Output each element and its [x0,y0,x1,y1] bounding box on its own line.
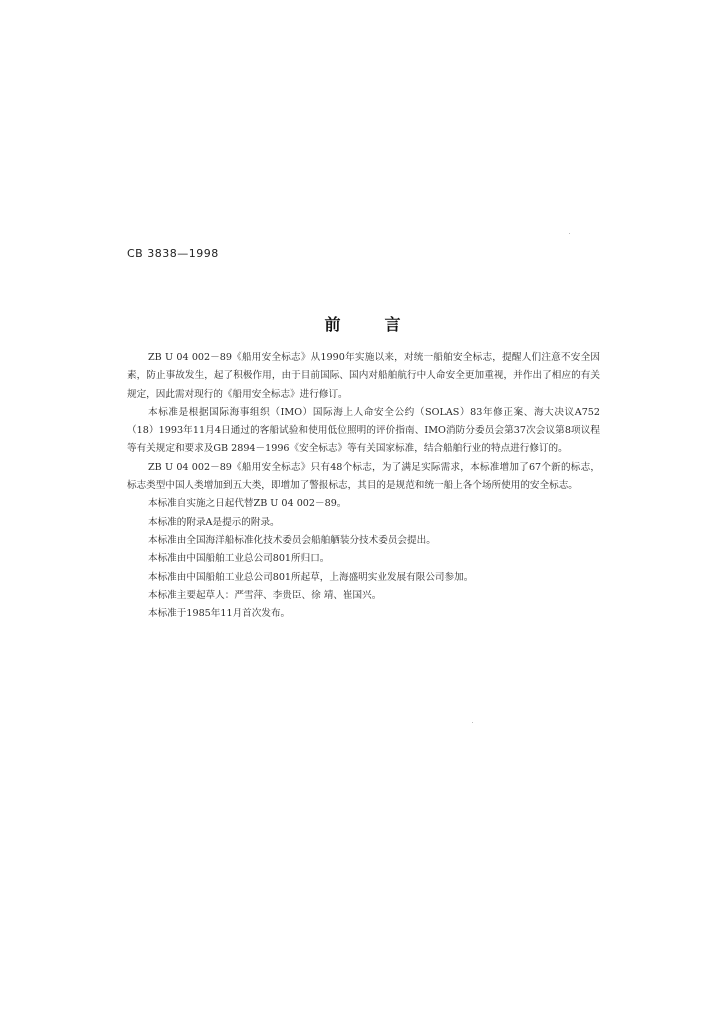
paragraph-first-issued: 本标准于1985年11月首次发布。 [148,608,291,620]
foreword-body [127,349,600,623]
paragraph-new-signs: ZB U 04 002－89《船用安全标志》只有48个标志，为了满足实际需求，本标准增加了67个新的标志，标志类型中国人类增加到五大类，即增加了警报标志，其目的是规范和统一船上各个场所使用的安全标志。 [127,461,600,492]
paragraph-drafted-by: 本标准由中国船舶工业总公司801所起草，上海盛明实业发展有限公司参加。 [148,571,474,583]
standard-code: CB 3838—1998 [127,247,219,260]
page-title: 前言 [324,315,445,334]
paragraph-basis: 本标准是根据国际海事组织（IMO）国际海上人命安全公约（SOLAS）83年修正案、海大决议A752（18）1993年11月4日通过的客船试验和使用低位照明的评价指南、IMO消防分委员会第37次会议第8项议程等有关规定和要求及GB 2894－1996《安全标志》等有关国家标准，结合船舶行业的特点进行修订的。 [127,406,600,455]
paragraph-centralized: 本标准由中国船舶工业总公司801所归口。 [148,553,330,565]
paragraph-proposed-by: 本标准由全国海洋船标准化技术委员会船舶舾装分技术委员会提出。 [148,534,436,546]
paragraph-revision-reason: ZB U 04 002－89《船用安全标志》从1990年实施以来，对统一船舶安全标志，提醒人们注意不安全因素，防止事故发生，起了积极作用，由于目前国际、国内对船舶航行中人命安全更加重视，并作出了相应的有关规定，因此需对现行的《船用安全标志》进行修订。 [127,352,600,400]
paragraph-drafters: 本标准主要起草人：严雪萍、李贵臣、徐 靖、崔国兴。 [148,589,382,601]
scan-speck [472,722,473,723]
scan-speck [569,233,570,234]
paragraph-appendix: 本标准的附录A是提示的附录。 [148,516,280,528]
paragraph-replaces: 本标准自实施之日起代替ZB U 04 002－89。 [148,498,347,510]
